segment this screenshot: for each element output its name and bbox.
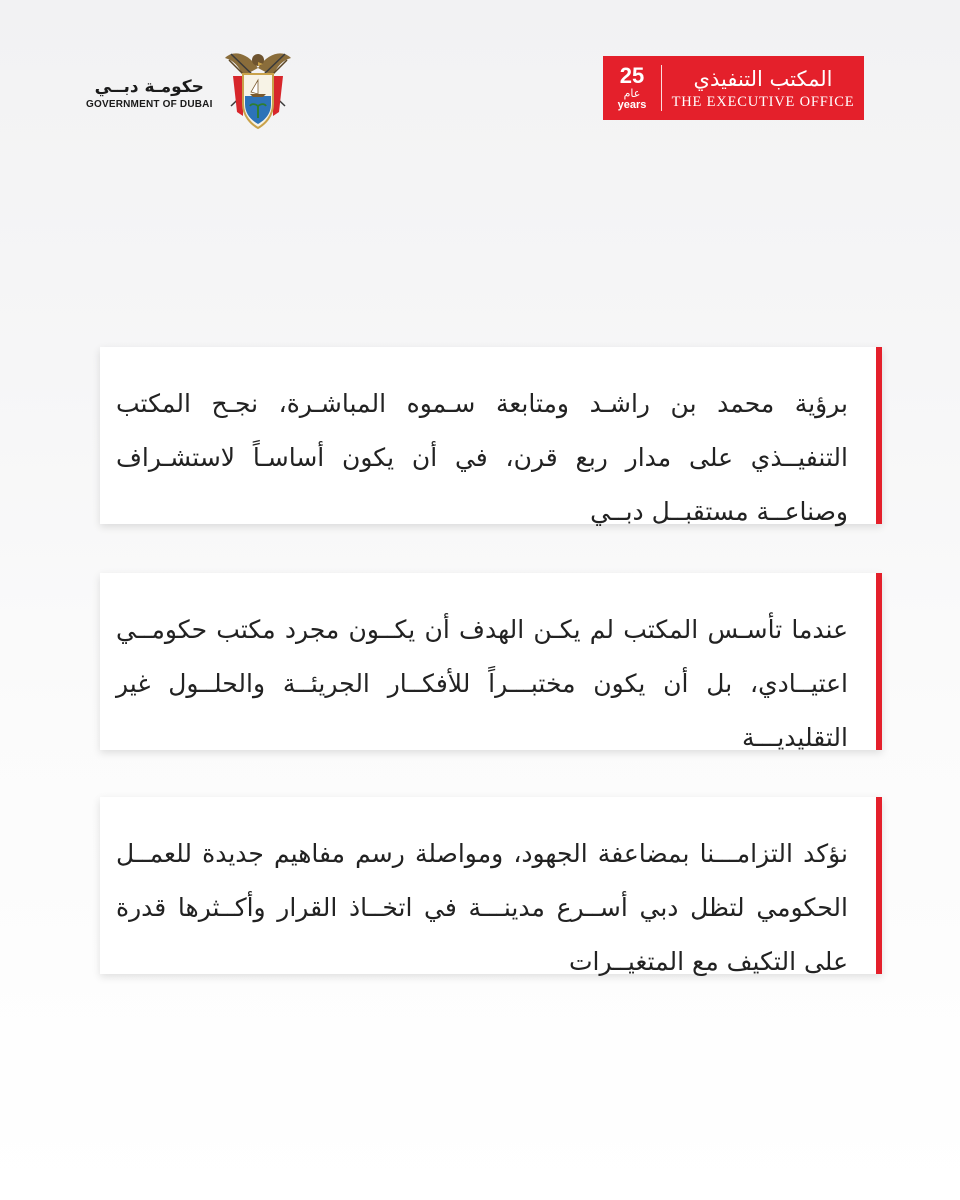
executive-office-logo	[603, 56, 864, 120]
government-of-dubai-wordmark	[86, 77, 213, 110]
government-name-arabic: حكومـة دبــي	[94, 76, 204, 97]
government-name-english: GOVERNMENT OF DUBAI	[86, 98, 213, 110]
government-of-dubai-logo	[86, 46, 293, 130]
anniversary-number: 25	[619, 63, 645, 88]
dubai-emblem-icon	[223, 46, 293, 130]
statement-text: برؤية محمد بن راشـد ومتابعة سـموه المباشـرة، نجـح المكتب التنفيــذي على مدار ربع قرن، في أن يكون أساسـاً لاستشـراف وصناعــة مستقبــل دبــي	[116, 389, 848, 526]
statement-card-commitment	[100, 797, 882, 974]
statement-text: نؤكد التزامـــنا بمضاعفة الجهود، ومواصلة رسم مفاهيم جديدة للعمــل الحكومي لتظل دبي أســرع مدينـــة في اتخــاذ القرار وأكــثرها قدرة على التكيف مع المتغيــرات	[116, 839, 848, 976]
statement-text: عندما تأسـس المكتب لم يكـن الهدف أن يكــون مجرد مكتب حكومــي اعتيــادي، بل أن يكون مختبـــراً للأفكــار الجريئــة والحلــول غير التقليديـــة	[116, 615, 848, 752]
anniversary-label-english: years	[617, 99, 647, 111]
anniversary-label-arabic: عام	[623, 87, 641, 100]
anniversary-badge	[603, 56, 661, 120]
statement-card-founding	[100, 573, 882, 750]
executive-office-name-arabic: المكتب التنفيذي	[693, 66, 833, 91]
statement-card-vision	[100, 347, 882, 524]
executive-office-wordmark	[662, 66, 864, 111]
executive-office-name-english: THE EXECUTIVE OFFICE	[671, 93, 855, 110]
